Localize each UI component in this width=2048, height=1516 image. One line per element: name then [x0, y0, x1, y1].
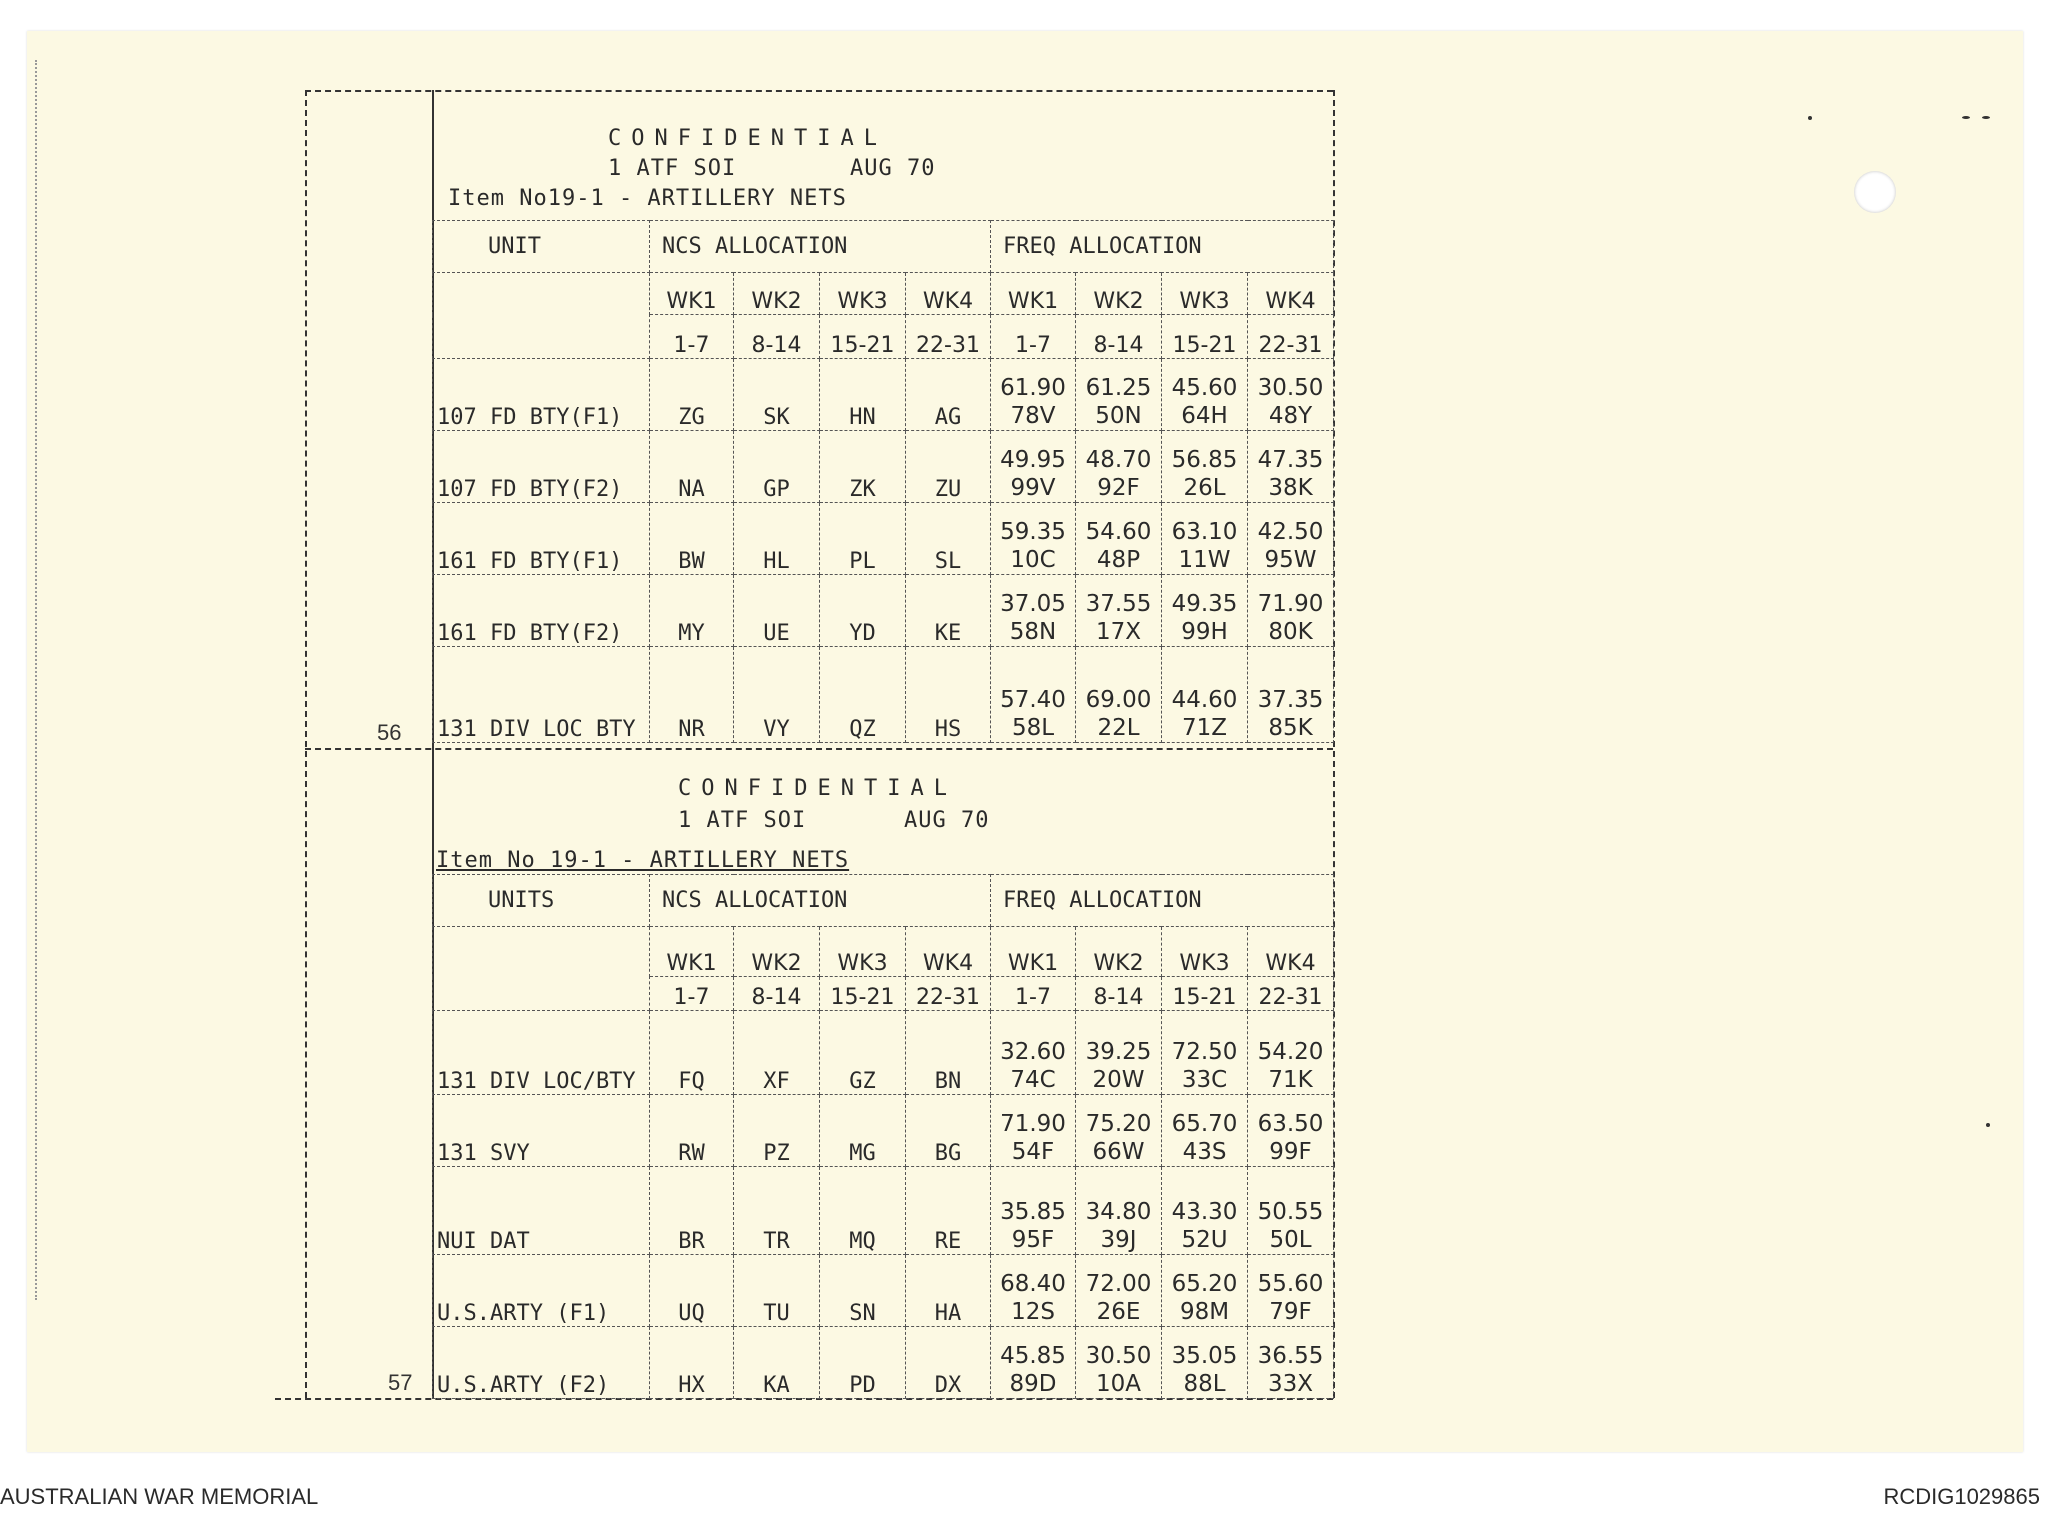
ncs-code: HL	[734, 503, 820, 575]
freq-cell	[1162, 1011, 1248, 1095]
day-range: 1-7	[650, 977, 734, 1011]
frequency: 72.50	[1171, 1039, 1238, 1065]
ncs-code: TU	[734, 1255, 820, 1327]
archive-credit: AUSTRALIAN WAR MEMORIAL	[0, 1484, 319, 1509]
ncs-code: KE	[906, 575, 991, 647]
soi-date: AUG 70	[904, 808, 990, 833]
unit-header: UNITS	[433, 875, 650, 927]
table-header-row	[433, 875, 1334, 927]
day-range: 15-21	[1162, 315, 1248, 359]
speck	[1808, 116, 1812, 120]
day-range: 8-14	[1076, 315, 1162, 359]
freq-code: 89D	[1009, 1371, 1057, 1397]
frequency: 49.95	[1000, 447, 1066, 473]
freq-cell	[991, 503, 1076, 575]
table-row	[433, 1255, 1334, 1327]
freq-code: 48Y	[1268, 403, 1313, 429]
freq-code: 58N	[1009, 619, 1057, 645]
week-label: WK4	[906, 927, 991, 977]
frequency: 42.50	[1257, 519, 1324, 545]
week-label: WK3	[1162, 927, 1248, 977]
week-label: WK3	[820, 273, 906, 315]
soi-label: 1 ATF SOI	[678, 808, 807, 833]
day-range: 1-7	[991, 977, 1076, 1011]
frequency: 48.70	[1085, 447, 1152, 473]
table-header-row	[433, 221, 1334, 273]
ncs-code: XF	[734, 1011, 820, 1095]
freq-cell	[1162, 359, 1248, 431]
ncs-code: HX	[650, 1327, 734, 1399]
ncs-code: FQ	[650, 1011, 734, 1095]
freq-cell	[1076, 503, 1162, 575]
freq-cell	[991, 359, 1076, 431]
ncs-code: HS	[906, 647, 991, 743]
ncs-header: NCS ALLOCATION	[650, 875, 991, 927]
week-label: WK4	[1248, 927, 1334, 977]
ncs-code: YD	[820, 575, 906, 647]
freq-cell	[1162, 1327, 1248, 1399]
frame-border	[305, 90, 307, 1398]
punch-hole	[1854, 171, 1896, 213]
ncs-code: UQ	[650, 1255, 734, 1327]
ncs-code: RW	[650, 1095, 734, 1167]
week-label: WK1	[991, 273, 1076, 315]
day-range: 22-31	[1248, 315, 1334, 359]
week-label: WK1	[991, 927, 1076, 977]
frequency: 44.60	[1171, 687, 1238, 713]
freq-cell	[991, 1011, 1076, 1095]
freq-cell	[1076, 359, 1162, 431]
item-title: Item No 19-1 - ARTILLERY NETS	[436, 848, 850, 873]
freq-code: 88L	[1183, 1371, 1226, 1397]
ncs-code: RE	[906, 1167, 991, 1255]
week-label: WK2	[1076, 927, 1162, 977]
ncs-code: DX	[906, 1327, 991, 1399]
freq-code: 99V	[1010, 475, 1056, 501]
freq-code: 12S	[1011, 1299, 1055, 1325]
freq-cell	[1076, 1167, 1162, 1255]
table-row	[433, 431, 1334, 503]
freq-code: 99H	[1181, 619, 1228, 645]
day-range: 8-14	[734, 977, 820, 1011]
freq-header: FREQ ALLOCATION	[991, 221, 1334, 273]
week-row	[433, 273, 1334, 315]
unit-name: 131 DIV LOC BTY	[433, 647, 650, 743]
freq-cell	[1248, 1095, 1334, 1167]
archive-id: RCDIG1029865	[1883, 1484, 2040, 1509]
speck	[1986, 1123, 1990, 1127]
ncs-code: SK	[734, 359, 820, 431]
freq-cell	[1076, 1011, 1162, 1095]
frequency: 37.55	[1085, 591, 1152, 617]
frequency: 30.50	[1257, 375, 1324, 401]
ncs-header: NCS ALLOCATION	[650, 221, 991, 273]
unit-name: 161 FD BTY(F2)	[433, 575, 650, 647]
frequency: 30.50	[1085, 1343, 1152, 1369]
week-label: WK3	[820, 927, 906, 977]
day-range: 22-31	[906, 977, 991, 1011]
week-row	[433, 927, 1334, 977]
freq-code: 26E	[1096, 1299, 1141, 1325]
ncs-code: UE	[734, 575, 820, 647]
ncs-code: BN	[906, 1011, 991, 1095]
day-range: 15-21	[820, 315, 906, 359]
frequency: 71.90	[1257, 591, 1324, 617]
ncs-code: ZK	[820, 431, 906, 503]
speck	[1982, 116, 1990, 119]
ncs-code: SN	[820, 1255, 906, 1327]
ncs-code: NA	[650, 431, 734, 503]
freq-code: 50L	[1269, 1227, 1312, 1253]
freq-cell	[1162, 503, 1248, 575]
freq-cell	[991, 647, 1076, 743]
frequency: 65.20	[1171, 1271, 1238, 1297]
frequency: 50.55	[1257, 1199, 1324, 1225]
frequency: 61.90	[1000, 375, 1066, 401]
ncs-code: KA	[734, 1327, 820, 1399]
frequency: 37.35	[1257, 687, 1324, 713]
frequency: 68.40	[1000, 1271, 1066, 1297]
ncs-code: VY	[734, 647, 820, 743]
frequency: 35.05	[1171, 1343, 1238, 1369]
ncs-code: ZG	[650, 359, 734, 431]
freq-cell	[1162, 1255, 1248, 1327]
freq-code: 11W	[1178, 547, 1231, 573]
freq-cell	[1248, 1255, 1334, 1327]
freq-cell	[1162, 647, 1248, 743]
week-label: WK3	[1162, 273, 1248, 315]
day-range: 8-14	[1076, 977, 1162, 1011]
freq-cell	[991, 1167, 1076, 1255]
ncs-code: BW	[650, 503, 734, 575]
freq-cell	[1248, 575, 1334, 647]
unit-name: 131 DIV LOC/BTY	[433, 1011, 650, 1095]
unit-header: UNIT	[433, 221, 650, 273]
page-edge	[35, 60, 37, 1300]
ncs-code: HA	[906, 1255, 991, 1327]
table-row	[433, 647, 1334, 743]
unit-name: U.S.ARTY (F2)	[433, 1327, 650, 1399]
frequency: 59.35	[1000, 519, 1066, 545]
freq-cell	[991, 1327, 1076, 1399]
blank-cell	[433, 273, 650, 359]
frequency: 35.85	[1000, 1199, 1066, 1225]
confidential-heading: CONFIDENTIAL	[678, 776, 957, 801]
freq-code: 26L	[1183, 475, 1226, 501]
freq-cell	[991, 575, 1076, 647]
freq-code: 98M	[1179, 1299, 1230, 1325]
table-row	[433, 359, 1334, 431]
confidential-heading: CONFIDENTIAL	[608, 126, 887, 151]
table-row	[433, 1167, 1334, 1255]
unit-name: 131 SVY	[433, 1095, 650, 1167]
freq-cell	[1162, 1167, 1248, 1255]
freq-cell	[1162, 431, 1248, 503]
freq-code: 17X	[1095, 619, 1142, 645]
frequency: 34.80	[1085, 1199, 1152, 1225]
freq-code: 66W	[1092, 1139, 1145, 1165]
table-row	[433, 1327, 1334, 1399]
freq-cell	[1076, 431, 1162, 503]
artillery-nets-table	[432, 874, 1334, 1399]
day-range: 22-31	[906, 315, 991, 359]
week-label: WK1	[650, 927, 734, 977]
freq-code: 43S	[1182, 1139, 1227, 1165]
freq-code: 78V	[1010, 403, 1056, 429]
freq-code: 33C	[1181, 1067, 1228, 1093]
freq-cell	[1248, 1011, 1334, 1095]
frequency: 45.60	[1171, 375, 1238, 401]
day-range: 15-21	[820, 977, 906, 1011]
frequency: 72.00	[1085, 1271, 1152, 1297]
freq-cell	[1076, 575, 1162, 647]
day-range: 8-14	[734, 315, 820, 359]
freq-code: 10A	[1095, 1371, 1141, 1397]
ncs-code: PZ	[734, 1095, 820, 1167]
ncs-code: MQ	[820, 1167, 906, 1255]
page-number: 57	[388, 1370, 413, 1395]
freq-cell	[1248, 359, 1334, 431]
blank-cell	[433, 927, 650, 1011]
frequency: 75.20	[1085, 1111, 1152, 1137]
freq-cell	[991, 1095, 1076, 1167]
freq-cell	[1076, 1327, 1162, 1399]
week-label: WK4	[906, 273, 991, 315]
unit-name: 161 FD BTY(F1)	[433, 503, 650, 575]
freq-code: 71Z	[1181, 715, 1228, 741]
freq-code: 48P	[1096, 547, 1141, 573]
ncs-code: MY	[650, 575, 734, 647]
freq-code: 10C	[1010, 547, 1056, 573]
ncs-code: SL	[906, 503, 991, 575]
ncs-code: TR	[734, 1167, 820, 1255]
freq-cell	[1076, 1095, 1162, 1167]
frame-border	[305, 90, 1333, 92]
freq-code: 79F	[1269, 1299, 1312, 1325]
freq-code: 52U	[1181, 1227, 1228, 1253]
frequency: 54.20	[1257, 1039, 1324, 1065]
freq-cell	[1076, 1255, 1162, 1327]
ncs-code: HN	[820, 359, 906, 431]
week-label: WK2	[1076, 273, 1162, 315]
freq-code: 64H	[1181, 403, 1228, 429]
page-divider	[305, 748, 1333, 750]
freq-code: 71K	[1268, 1067, 1313, 1093]
frequency: 36.55	[1257, 1343, 1324, 1369]
freq-code: 39J	[1100, 1227, 1137, 1253]
day-range: 1-7	[991, 315, 1076, 359]
freq-cell	[1248, 431, 1334, 503]
ncs-code: BR	[650, 1167, 734, 1255]
freq-code: 38K	[1268, 475, 1313, 501]
freq-cell	[1162, 1095, 1248, 1167]
table-row	[433, 575, 1334, 647]
freq-cell	[1248, 1327, 1334, 1399]
freq-code: 22L	[1097, 715, 1140, 741]
freq-cell	[1076, 647, 1162, 743]
frequency: 61.25	[1085, 375, 1152, 401]
freq-code: 95W	[1264, 547, 1317, 573]
frequency: 63.50	[1257, 1111, 1324, 1137]
unit-name: 107 FD BTY(F2)	[433, 431, 650, 503]
freq-code: 74C	[1010, 1067, 1056, 1093]
unit-name: NUI DAT	[433, 1167, 650, 1255]
frequency: 55.60	[1257, 1271, 1324, 1297]
ncs-code: GZ	[820, 1011, 906, 1095]
day-range: 1-7	[650, 315, 734, 359]
freq-code: 58L	[1011, 715, 1055, 741]
freq-code: 85K	[1268, 715, 1313, 741]
freq-cell	[991, 1255, 1076, 1327]
ncs-code: QZ	[820, 647, 906, 743]
ncs-code: ZU	[906, 431, 991, 503]
freq-code: 92F	[1097, 475, 1140, 501]
ncs-code: MG	[820, 1095, 906, 1167]
ncs-code: PD	[820, 1327, 906, 1399]
freq-cell	[1248, 503, 1334, 575]
freq-header: FREQ ALLOCATION	[991, 875, 1334, 927]
frequency: 57.40	[1000, 687, 1066, 713]
freq-code: 54F	[1011, 1139, 1055, 1165]
frequency: 43.30	[1171, 1199, 1238, 1225]
ncs-code: BG	[906, 1095, 991, 1167]
item-title: Item No19-1 - ARTILLERY NETS	[448, 186, 847, 211]
freq-code: 95F	[1011, 1227, 1055, 1253]
week-label: WK2	[734, 927, 820, 977]
freq-code: 33X	[1267, 1371, 1314, 1397]
ncs-code: GP	[734, 431, 820, 503]
freq-cell	[1248, 1167, 1334, 1255]
day-range: 22-31	[1248, 977, 1334, 1011]
frequency: 63.10	[1171, 519, 1238, 545]
frequency: 37.05	[1000, 591, 1066, 617]
unit-name: 107 FD BTY(F1)	[433, 359, 650, 431]
frequency: 47.35	[1257, 447, 1324, 473]
week-label: WK2	[734, 273, 820, 315]
frequency: 39.25	[1085, 1039, 1152, 1065]
table-row	[433, 503, 1334, 575]
frequency: 49.35	[1171, 591, 1238, 617]
table-row	[433, 1011, 1334, 1095]
freq-code: 80K	[1268, 619, 1313, 645]
week-label: WK4	[1248, 273, 1334, 315]
frequency: 56.85	[1171, 447, 1238, 473]
week-label: WK1	[650, 273, 734, 315]
day-range: 15-21	[1162, 977, 1248, 1011]
page-number: 56	[377, 720, 402, 745]
frequency: 32.60	[1000, 1039, 1066, 1065]
freq-code: 99F	[1269, 1139, 1312, 1165]
ncs-code: NR	[650, 647, 734, 743]
frequency: 65.70	[1171, 1111, 1238, 1137]
table-row	[433, 1095, 1334, 1167]
artillery-nets-table	[432, 220, 1334, 743]
frequency: 71.90	[1000, 1111, 1066, 1137]
frequency: 45.85	[1000, 1343, 1066, 1369]
frequency: 69.00	[1085, 687, 1152, 713]
unit-name: U.S.ARTY (F1)	[433, 1255, 650, 1327]
ncs-code: AG	[906, 359, 991, 431]
freq-cell	[1248, 647, 1334, 743]
soi-label: 1 ATF SOI	[608, 156, 737, 181]
freq-cell	[991, 431, 1076, 503]
freq-code: 50N	[1095, 403, 1142, 429]
freq-code: 20W	[1092, 1067, 1145, 1093]
frequency: 54.60	[1085, 519, 1152, 545]
ncs-code: PL	[820, 503, 906, 575]
speck	[1962, 116, 1970, 119]
freq-cell	[1162, 575, 1248, 647]
soi-date: AUG 70	[850, 156, 936, 181]
